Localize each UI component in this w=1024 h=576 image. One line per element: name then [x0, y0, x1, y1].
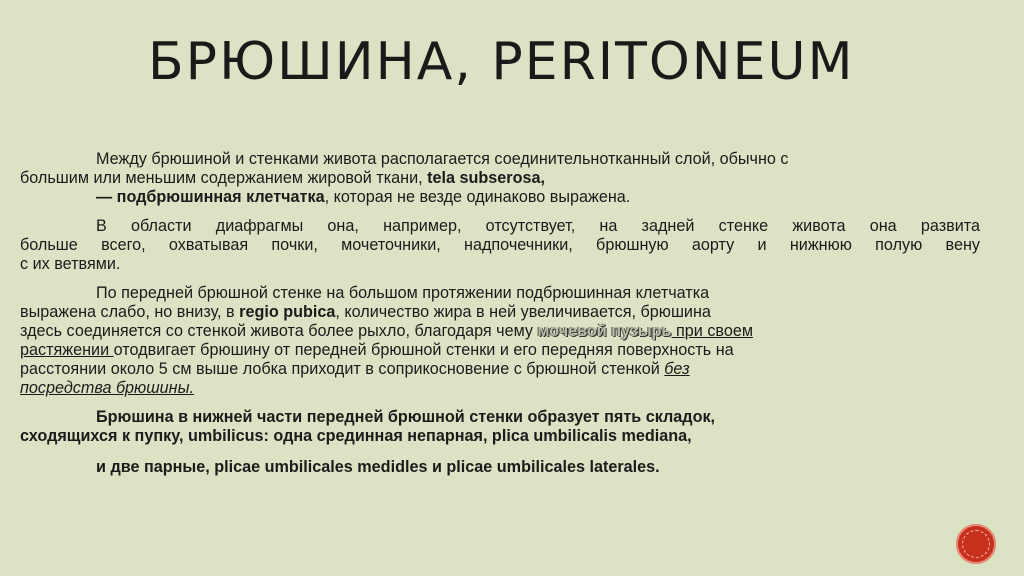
p3-underlined-text: при своем: [671, 322, 753, 340]
p3-text: По передней брюшной стенке на большом протяжении подбрюшинная клетчатка: [96, 284, 710, 302]
p2-line-3: [20, 255, 980, 274]
term-bladder: мочевой пузырь: [537, 322, 672, 340]
p3-text: выражена слабо, но внизу, в: [20, 303, 240, 321]
p4-line-2: [20, 427, 980, 446]
p4-line-1: [20, 408, 980, 427]
p4-line-3: [20, 458, 980, 477]
p2-text: с их ветвями.: [20, 255, 121, 273]
p2-line-1: [20, 217, 980, 236]
term-tela-subserosa: tela subserosa,: [427, 169, 545, 187]
term-subperitoneal-tissue: — подбрюшинная клетчатка: [96, 188, 325, 206]
p3-italic-text: без: [664, 360, 690, 378]
p3-line-5: [20, 360, 980, 379]
p3-underlined-text: растяжении: [20, 341, 114, 359]
p2-line-2: [20, 236, 980, 255]
p3-italic-text: посредства брюшины.: [20, 379, 194, 397]
p1-line-1: [20, 150, 980, 169]
p1-text: , которая не везде одинаково выражена.: [324, 188, 631, 206]
slide-title: БРЮШИНА, PERITONEUM: [148, 32, 855, 92]
p3-line-2: [20, 303, 980, 322]
p4-text: сходящихся к пупку, umbilicus: одна срединная непарная, plica umbilicalis mediana,: [20, 427, 692, 445]
p4-text: Брюшина в нижней части передней брюшной стенки образует пять складок,: [96, 408, 716, 426]
p2-text: В области диафрагмы она, например, отсутствует, на задней стенке живота она развита: [96, 217, 980, 235]
p2-text: больше всего, охватывая почки, мочеточники, надпочечники, брюшную аорту и нижнюю полую вену: [20, 236, 980, 254]
p1-text: большим или меньшим содержанием жировой ткани,: [20, 169, 428, 187]
p3-line-6: [20, 379, 980, 398]
decorative-badge-icon: [956, 524, 996, 564]
p3-text: здесь соединяется со стенкой живота более рыхло, благодаря чему: [20, 322, 538, 340]
p3-text: расстоянии около 5 см выше лобка приходит в соприкосновение с брюшной стенкой: [20, 360, 665, 378]
term-regio-pubica: regio pubica: [239, 303, 336, 321]
p3-line-1: [20, 284, 980, 303]
p3-text: отодвигает брюшину от передней брюшной стенки и его передняя поверхность на: [113, 341, 734, 359]
p3-line-4: [20, 341, 980, 360]
slide-body: [20, 150, 980, 477]
p1-line-3: [20, 188, 980, 207]
p3-text: , количество жира в ней увеличивается, брюшина: [335, 303, 711, 321]
p1-text: Между брюшиной и стенками живота располагается соединительнотканный слой, обычно с: [96, 150, 789, 168]
p1-line-2: [20, 169, 980, 188]
p3-line-3: [20, 322, 980, 341]
p4-text: и две парные, plicae umbilicales medidles и plicae umbilicales laterales.: [96, 458, 660, 476]
